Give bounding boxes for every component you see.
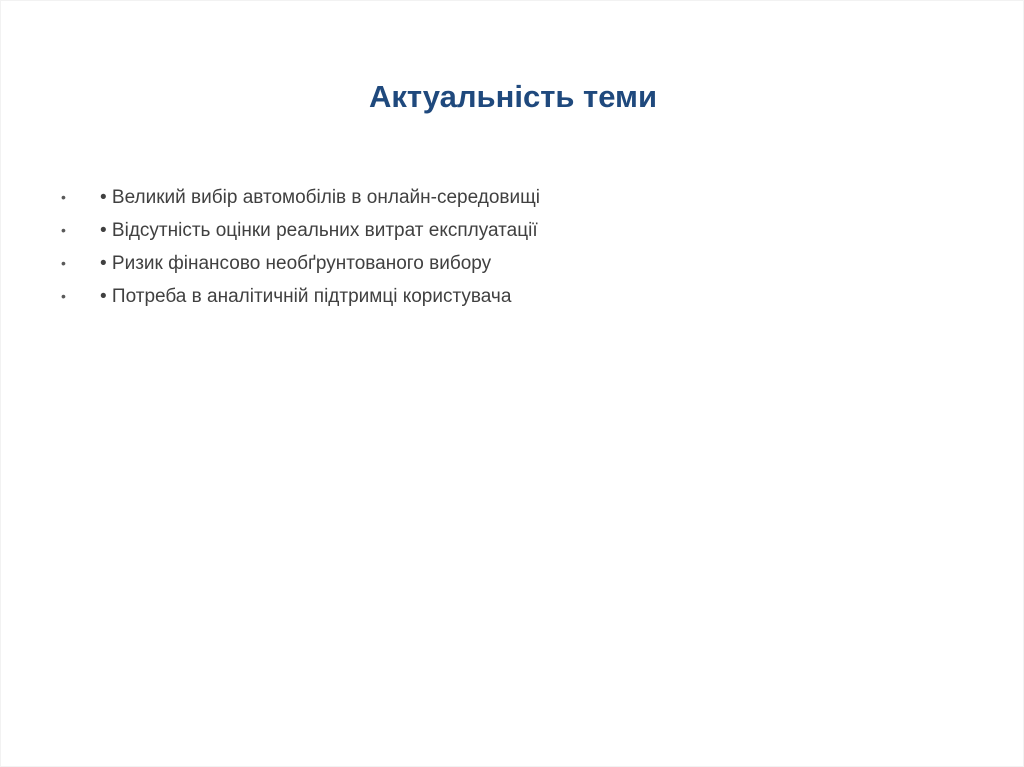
list-item <box>1 247 1024 280</box>
list-item <box>1 181 1024 214</box>
bullet-icon: • <box>61 222 66 238</box>
slide-title: Актуальність теми <box>368 79 658 114</box>
bullet-icon: • <box>61 288 66 304</box>
list-item-text: • Потреба в аналітичній підтримці користувача <box>100 286 512 307</box>
bullet-list <box>1 181 1024 313</box>
list-item-text: • Ризик фінансово необґрунтованого вибору <box>100 253 492 274</box>
list-item <box>1 280 1024 313</box>
list-item-text: • Великий вибір автомобілів в онлайн-середовищі <box>100 187 540 208</box>
bullet-icon: • <box>61 255 66 271</box>
list-item-text: • Відсутність оцінки реальних витрат експлуатації <box>100 220 538 241</box>
bullet-icon: • <box>61 189 66 205</box>
list-item <box>1 214 1024 247</box>
